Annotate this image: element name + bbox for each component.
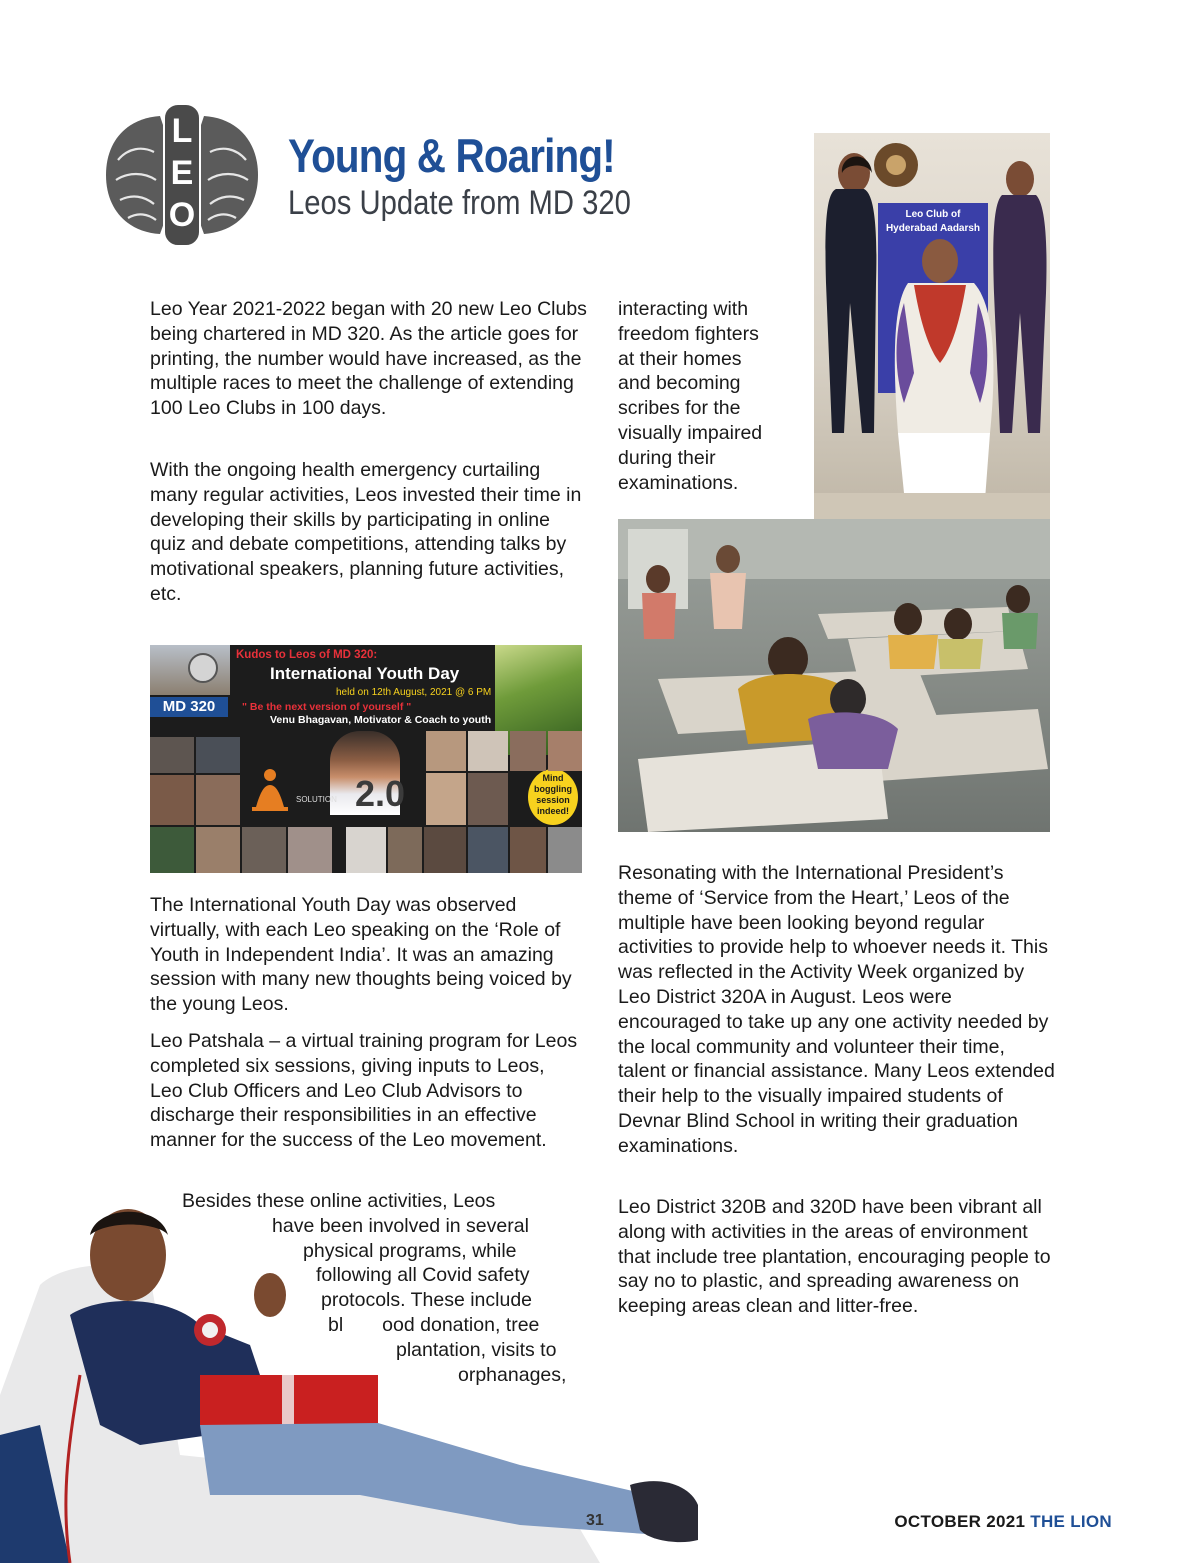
- footer-date: OCTOBER 2021: [894, 1512, 1026, 1531]
- besides-line-3: physical programs, while: [303, 1239, 517, 1262]
- besides-line-4: following all Covid safety: [316, 1264, 530, 1287]
- ff-line-5: scribes for the: [618, 397, 741, 420]
- ff-line-1: interacting with: [618, 298, 749, 320]
- ff-line-2: freedom fighters: [618, 322, 759, 345]
- poster-speaker: Venu Bhagavan, Motivator & Coach to youth: [270, 714, 492, 726]
- participant-grid: [150, 737, 582, 873]
- page-title: Young & Roaring!: [288, 129, 615, 182]
- besides-line-7: plantation, visits to: [396, 1338, 557, 1361]
- ff-line-8: examinations.: [618, 471, 739, 494]
- health-emergency-paragraph: With the ongoing health emergency curtailing many regular activities, Leos invested their time in developing their skills by participating in online quiz and debate competitions, attending talks by motivational speakers, planning future activities, etc.: [150, 459, 582, 605]
- exam-hall-photo: [618, 519, 1050, 832]
- besides-line-2: have been involved in several: [272, 1214, 529, 1237]
- besides-line-8: orphanages,: [458, 1363, 567, 1386]
- footer-issue: [894, 1512, 1112, 1532]
- ff-line-3: at their homes: [618, 347, 742, 370]
- poster-held: held on 12th August, 2021 @ 6 PM: [336, 687, 492, 698]
- poster-brand: SOLUTION: [296, 795, 337, 804]
- leo-logo: [98, 100, 266, 250]
- leo-patshala-paragraph: Leo Patshala – a virtual training program for Leos completed six sessions, giving inputs to Leos, Leo Club Officers and Leo Club Advisors to discharge their responsibilities in an effective manner for the success of the Leo movement.: [150, 1030, 578, 1152]
- poster-kudos: Kudos to Leos of MD 320:: [236, 649, 378, 661]
- ff-line-6: visually impaired: [618, 421, 763, 444]
- besides-line-1: Besides these online activities, Leos: [182, 1190, 496, 1212]
- mind-boggling-badge: Mind boggling session indeed!: [528, 769, 578, 825]
- besides-paragraph: [150, 1189, 580, 1387]
- banner-line-2: Hyderabad Aadarsh: [885, 223, 981, 234]
- poster-version: 2.0: [355, 773, 406, 814]
- environment-paragraph: Leo District 320B and 320D have been vibrant all along with activities in the areas of environment that include tree plantation, encouraging people to say no to plastic, and spreading awareness on keeping areas clean and litter-free.: [618, 1196, 1051, 1318]
- banner-line-1: Leo Club of: [905, 209, 961, 220]
- besides-line-6: bl ood donation, tree: [328, 1313, 540, 1336]
- poster-quote: " Be the next version of yourself ": [242, 701, 412, 713]
- page-number: 31: [586, 1512, 604, 1529]
- freedom-fighter-photo: [814, 133, 1050, 519]
- freedom-fighters-paragraph: [618, 297, 808, 495]
- poster-event-title: International Youth Day: [270, 664, 460, 683]
- leo-logo-letters: LEO: [168, 112, 196, 234]
- ff-line-4: and becoming: [618, 372, 741, 395]
- md-label: MD 320: [150, 697, 228, 717]
- besides-line-5: protocols. These include: [321, 1289, 533, 1312]
- youth-day-paragraph: The International Youth Day was observed virtually, with each Leo speaking on the ‘Role of Youth in Independent India’. It was an amazing session with many new thoughts being voiced by the young Leos.: [150, 894, 572, 1016]
- youth-day-poster: [150, 645, 582, 873]
- intro-paragraph: Leo Year 2021-2022 began with 20 new Leo Clubs being chartered in MD 320. As the article goes for printing, the number would have increased, as the multiple races to meet the challenge of extending 100 Leo Clubs in 100 days.: [150, 298, 587, 420]
- ff-line-7: during their: [618, 446, 716, 469]
- service-from-heart-paragraph: Resonating with the International President’s theme of ‘Service from the Heart,’ Leos of the multiple have been looking beyond regular activities to provide help to whoever needs it. This was reflected in the Activity Week organized by Leo District 320A in August. Leos were encouraged to take up any one activity needed by the local community and volunteer their time, talent or financial assistance. Many Leos extended their help to the visually impaired students of Devnar Blind School in writing their graduation examinations.: [618, 862, 1055, 1157]
- lions-logo-icon: [188, 653, 218, 683]
- footer-magazine: THE LION: [1030, 1512, 1112, 1531]
- page-subtitle: Leos Update from MD 320: [288, 184, 631, 222]
